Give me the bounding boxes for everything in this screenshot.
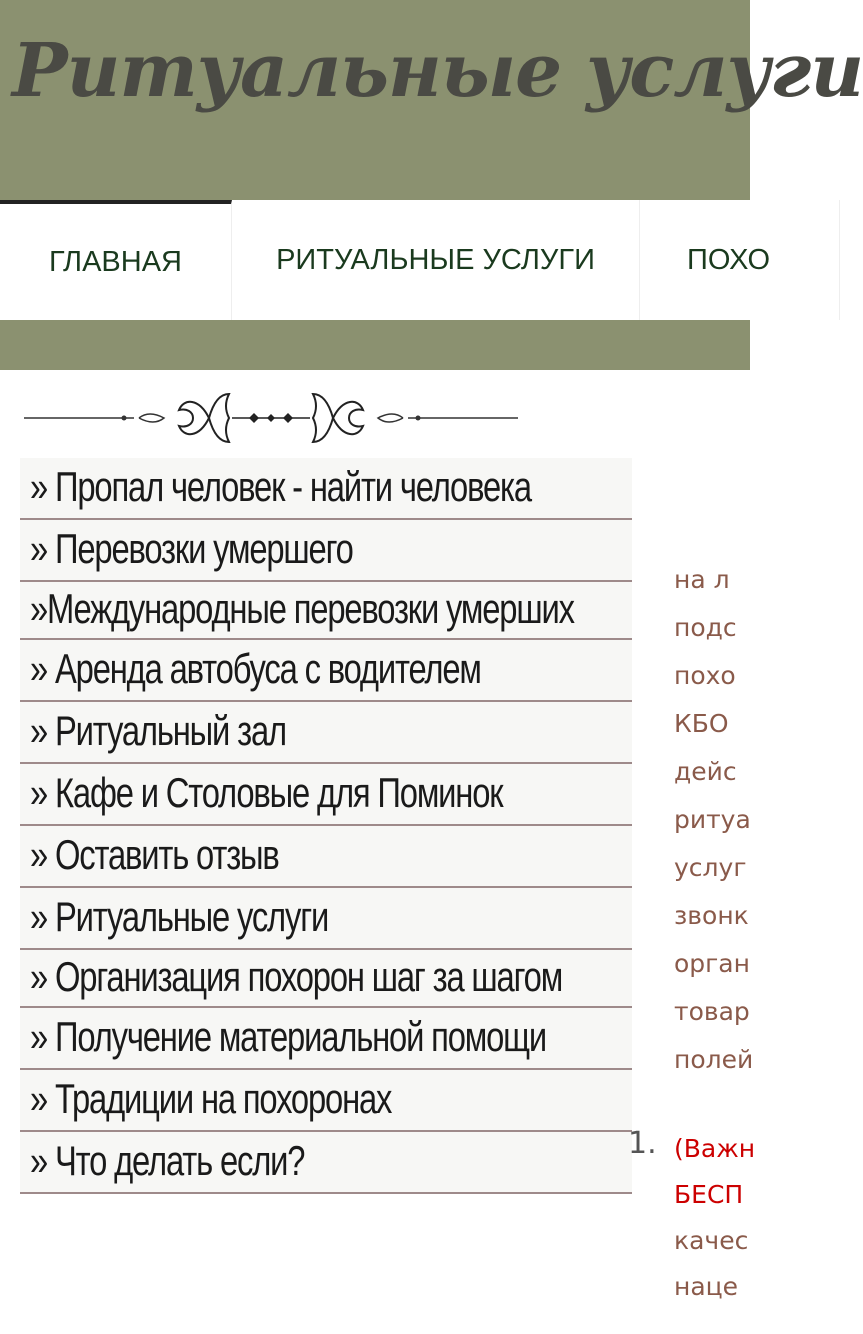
sidebar-item-ritual-services[interactable] — [20, 888, 632, 950]
sidebar-item-label: » Ритуальный зал — [30, 707, 286, 754]
site-title[interactable]: Ритуальные услуги — [12, 28, 863, 114]
content-line: орган — [674, 949, 750, 978]
list-number: 1. — [628, 1126, 657, 1161]
sidebar-menu — [20, 458, 632, 1194]
content-line: звонк — [674, 901, 749, 930]
sidebar-item-traditions[interactable] — [20, 1070, 632, 1132]
nav-item-funeral[interactable]: ПОХО — [640, 200, 840, 320]
sidebar-item-label: » Перевозки умершего — [30, 525, 353, 572]
sidebar-item-label: » Оставить отзыв — [30, 831, 279, 878]
sidebar-item-bus-rental[interactable] — [20, 640, 632, 702]
content-line: подс — [674, 613, 737, 642]
content-line: услуг — [674, 853, 747, 882]
sidebar-item-label: » Традиции на похоронах — [30, 1075, 392, 1122]
sidebar-item-missing-person[interactable] — [20, 458, 632, 520]
content-line: на л — [674, 565, 730, 594]
main-nav — [0, 200, 771, 320]
list-line: качес — [674, 1226, 749, 1255]
site-header — [0, 0, 863, 200]
ornament-divider-icon — [24, 388, 518, 448]
sidebar-item-ritual-hall[interactable] — [20, 702, 632, 764]
list-line: БЕСП — [674, 1180, 744, 1209]
sidebar-item-label: » Получение материальной помощи — [30, 1013, 547, 1060]
sidebar-item-international-transport[interactable] — [20, 582, 632, 640]
sidebar-item-label: » Пропал человек - найти человека — [30, 463, 531, 510]
sidebar-item-financial-aid[interactable] — [20, 1008, 632, 1070]
content-line: дейс — [674, 757, 737, 786]
content-line: КБО — [674, 709, 729, 738]
content-text — [674, 556, 794, 1084]
list-item — [674, 1126, 754, 1310]
content-line: полей — [674, 1045, 754, 1074]
sidebar-item-label: » Ритуальные услуги — [30, 893, 329, 940]
nav-item-ritual-services[interactable]: РИТУАЛЬНЫЕ УСЛУГИ — [232, 200, 640, 320]
sidebar-item-leave-review[interactable] — [20, 826, 632, 888]
list-line: наце — [674, 1272, 739, 1301]
list-line: (Важн — [674, 1134, 756, 1163]
sidebar-item-funeral-steps[interactable] — [20, 950, 632, 1008]
sidebar-item-label: » Организация похорон шаг за шагом — [30, 953, 563, 1000]
header-band — [0, 320, 750, 370]
content-line: товар — [674, 997, 750, 1026]
nav-item-home[interactable]: ГЛАВНАЯ — [0, 200, 232, 320]
sidebar-item-label: »Международные перевозки умерших — [30, 585, 574, 632]
sidebar-item-cafes[interactable] — [20, 764, 632, 826]
content-line: похо — [674, 661, 736, 690]
sidebar-item-label: » Кафе и Столовые для Поминок — [30, 769, 503, 816]
content-line: ритуа — [674, 805, 751, 834]
sidebar-item-label: » Аренда автобуса с водителем — [30, 645, 481, 692]
sidebar-item-what-to-do[interactable] — [20, 1132, 632, 1194]
sidebar-item-label: » Что делать если? — [30, 1137, 305, 1184]
sidebar-item-transport-deceased[interactable] — [20, 520, 632, 582]
